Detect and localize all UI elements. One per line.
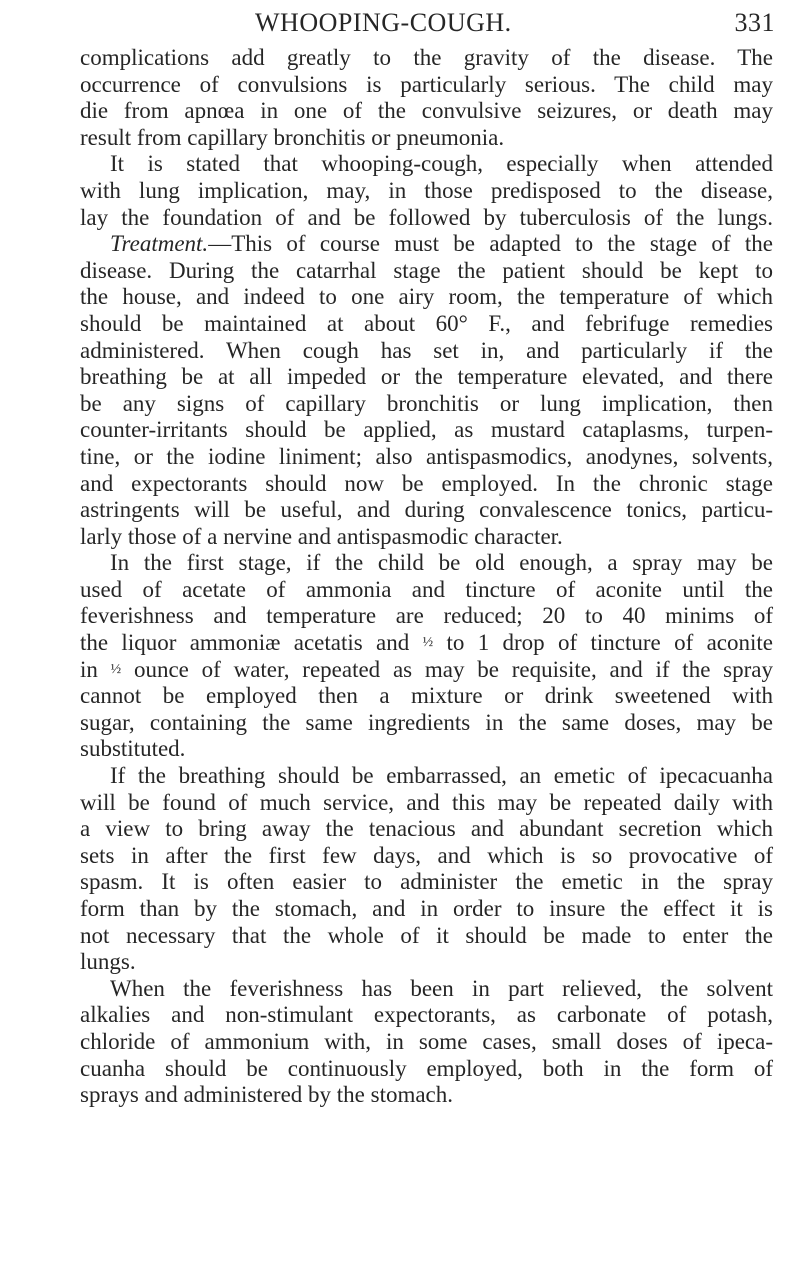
text-line: feverishness and temperature are reduced; 20 to 40 minims of <box>80 603 773 629</box>
page-number: 331 <box>734 8 775 37</box>
chapter-title: WHOOPING-COUGH. <box>255 8 512 37</box>
text-line: will be found of much service, and this may be repeated daily with <box>80 789 773 815</box>
text-line: used of acetate of ammonia and tincture of aconite until the <box>80 576 773 602</box>
text-run: to 1 drop of tincture of aconite <box>433 630 774 656</box>
text-line: with lung implication, may, in those predisposed to the disease, <box>80 177 773 203</box>
text-run: ounce of water, repeated as may be requisite, and if the spray <box>121 656 773 682</box>
text-run: in <box>80 656 98 682</box>
text-line: chloride of ammonium with, in some cases, small doses of ipeca- <box>80 1028 773 1054</box>
fraction-half: ½ <box>110 661 122 677</box>
text-line: result from capillary bronchitis or pneumonia. <box>80 124 505 150</box>
running-header <box>255 8 775 42</box>
text-line: counter-irritants should be applied, as mustard cataplasms, turpen- <box>80 417 773 443</box>
text-line: lungs. <box>80 949 136 975</box>
text-line: cuanha should be continuously employed, both in the form of <box>80 1055 773 1081</box>
text-line: tine, or the iodine liniment; also antispasmodics, anodynes, solvents, <box>80 443 773 469</box>
text-line: sugar, containing the same ingredients in the same doses, may be <box>80 709 773 735</box>
text-line <box>80 657 773 684</box>
text-line: lay the foundation of and be followed by tuberculosis of the lungs. <box>80 204 773 230</box>
text-line: breathing be at all impeded or the temperature elevated, and there <box>80 364 773 390</box>
text-line: be any signs of capillary bronchitis or lung implication, then <box>80 390 773 416</box>
fraction-half: ½ <box>422 635 434 651</box>
text-line: spasm. It is often easier to administer the emetic in the spray <box>80 869 773 895</box>
paragraph-start: It is stated that whooping-cough, especially when attended <box>110 151 773 177</box>
text-line: occurrence of convulsions is particularly serious. The child may <box>80 71 773 97</box>
paragraph-start: If the breathing should be embarrassed, an emetic of ipecacuanha <box>110 763 773 789</box>
text-line: larly those of a nervine and antispasmodic character. <box>80 523 563 549</box>
text-line: alkalies and non-stimulant expectorants, as carbonate of potash, <box>80 1002 773 1028</box>
body-text <box>80 45 773 1109</box>
text-line: cannot be employed then a mixture or drink sweetened with <box>80 683 773 709</box>
text-line: the house, and indeed to one airy room, the temperature of which <box>80 284 773 310</box>
text-line: sets in after the first few days, and which is so provocative of <box>80 842 773 868</box>
text-run: —This of course must be adapted to the stage of the <box>208 231 773 257</box>
text-line: sprays and administered by the stomach. <box>80 1082 454 1108</box>
text-line: disease. During the catarrhal stage the patient should be kept to <box>80 257 773 283</box>
text-line: should be maintained at about 60° F., and febrifuge remedies <box>80 310 773 336</box>
text-line: administered. When cough has set in, and particularly if the <box>80 337 773 363</box>
text-run: the liquor ammoniæ acetatis and <box>80 630 410 656</box>
text-line: not necessary that the whole of it should be made to enter the <box>80 922 773 948</box>
text-line: complications add greatly to the gravity of the disease. The <box>80 45 773 70</box>
text-line: a view to bring away the tenacious and abundant secretion which <box>80 816 773 842</box>
text-line: form than by the stomach, and in order to insure the effect it is <box>80 896 773 921</box>
text-line: die from apnœa in one of the convulsive seizures, or death may <box>80 98 773 124</box>
paragraph-start: When the feverishness has been in part relieved, the solvent <box>110 975 773 1001</box>
paragraph-start <box>80 231 773 258</box>
paragraph-start: In the first stage, if the child be old enough, a spray may be <box>110 550 773 576</box>
text-line: and expectorants should now be employed. In the chronic stage <box>80 470 773 496</box>
text-line <box>80 630 773 657</box>
text-line: astringents will be useful, and during convalescence tonics, particu- <box>80 497 773 523</box>
treatment-heading: Treatment. <box>110 231 209 257</box>
text-line: substituted. <box>80 736 186 762</box>
